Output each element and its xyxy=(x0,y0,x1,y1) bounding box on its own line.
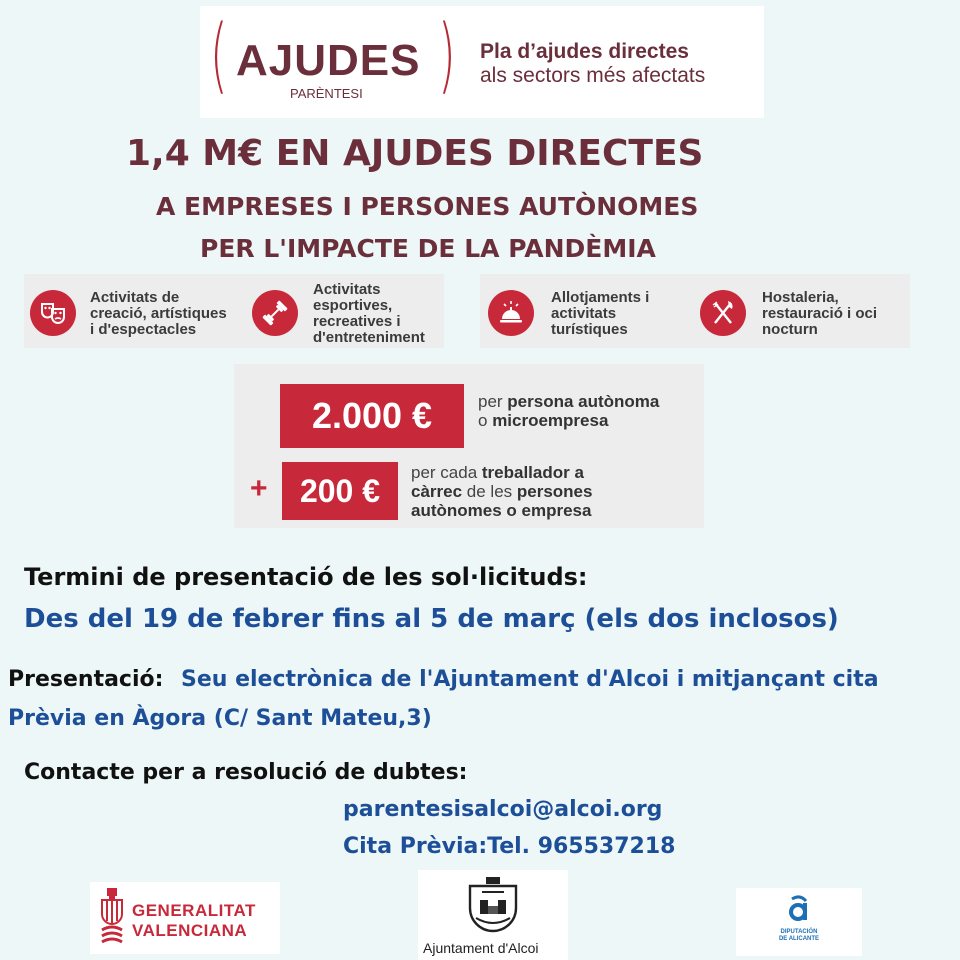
sector-line: Allotjaments i xyxy=(551,289,650,306)
contact-label: Contacte per a resolució de dubtes: xyxy=(24,760,468,785)
desc-bold: microempresa xyxy=(492,411,609,430)
plus-sign: + xyxy=(250,472,268,505)
left-paren-glyph: ( xyxy=(210,8,228,103)
sector-line: i d'espectacles xyxy=(90,321,197,338)
extra-amount-badge: 200 € xyxy=(282,462,398,520)
desc-bold: persona autònoma xyxy=(507,392,660,411)
sector-line: creació, artístiques xyxy=(90,305,227,322)
ajudes-logo xyxy=(200,6,764,118)
desc-bold: càrrec xyxy=(411,482,463,501)
desc-bold: treballador a xyxy=(481,463,584,482)
submission-value-line-1: Seu electrònica de l'Ajuntament d'Alcoi i mitjançant cita xyxy=(181,667,879,692)
desc-text: de les xyxy=(462,482,517,501)
logo-word: AJUDES xyxy=(236,36,421,85)
desc-bold: autònomes o empresa xyxy=(411,501,592,520)
subtitle-line-1: A EMPRESES I PERSONES AUTÒNOMES xyxy=(156,192,699,221)
dumbbell-icon xyxy=(252,290,298,336)
sector-line: esportives, xyxy=(313,297,393,314)
contact-phone[interactable]: Cita Prèvia:Tel. 965537218 xyxy=(343,834,676,859)
generalitat-name xyxy=(132,901,256,941)
service-bell-icon xyxy=(488,290,534,336)
plan-line-2: als sectors més afectats xyxy=(480,64,706,87)
main-title: 1,4 M€ EN AJUDES DIRECTES xyxy=(126,133,704,174)
desc-text: per xyxy=(478,392,508,411)
sector-label-arts xyxy=(90,290,227,338)
sector-label-hospitality xyxy=(762,290,877,338)
sector-line: recreatives i xyxy=(313,313,401,330)
main-amount-badge: 2.000 € xyxy=(280,384,464,448)
sector-line: activitats xyxy=(551,305,617,322)
deadline-label: Termini de presentació de les sol·licituds: xyxy=(24,563,588,591)
dip-line: DIPUTACIÓN xyxy=(780,929,818,935)
ajuntament-name: Ajuntament d'Alcoi xyxy=(423,940,539,956)
sector-label-tourism xyxy=(551,290,649,338)
sector-line: nocturn xyxy=(762,321,818,338)
main-amount-description xyxy=(478,392,659,430)
sector-line: turístiques xyxy=(551,321,628,338)
contact-email-link[interactable]: parentesisalcoi@alcoi.org xyxy=(343,797,663,822)
gva-line: VALENCIANA xyxy=(132,921,248,940)
sector-line: restauració i oci xyxy=(762,305,878,322)
sector-line: Hostaleria, xyxy=(762,289,839,306)
generalitat-emblem-icon xyxy=(98,886,128,950)
sector-line: d'entreteniment xyxy=(313,329,425,346)
submission-value-line-2: Prèvia en Àgora (C/ Sant Mateu,3) xyxy=(8,706,432,731)
sector-label-sports xyxy=(313,282,425,346)
alcoi-crest-icon xyxy=(466,876,520,938)
deadline-value: Des del 19 de febrer fins al 5 de març (els dos inclosos) xyxy=(24,604,839,634)
right-paren-glyph: ) xyxy=(438,8,456,103)
logo-subword: PARÈNTESI xyxy=(290,86,363,101)
gva-line: GENERALITAT xyxy=(132,901,256,920)
extra-amount-description xyxy=(411,463,592,520)
desc-text: per cada xyxy=(411,463,482,482)
desc-text: o xyxy=(478,411,493,430)
sector-line: Activitats xyxy=(313,281,381,298)
diputacion-name xyxy=(764,929,834,943)
plan-line-1: Pla d’ajudes directes xyxy=(480,40,689,63)
sector-line: Activitats de xyxy=(90,289,180,306)
diputacion-emblem-icon xyxy=(784,894,814,924)
desc-bold: persones xyxy=(516,482,593,501)
submission-label: Presentació: xyxy=(8,667,164,692)
fork-knife-icon xyxy=(700,290,746,336)
theater-masks-icon xyxy=(30,290,76,336)
dip-line: DE ALICANTE xyxy=(778,936,820,942)
subtitle-line-2: PER L'IMPACTE DE LA PANDÈMIA xyxy=(200,234,656,263)
diputacion-logo xyxy=(736,888,862,956)
